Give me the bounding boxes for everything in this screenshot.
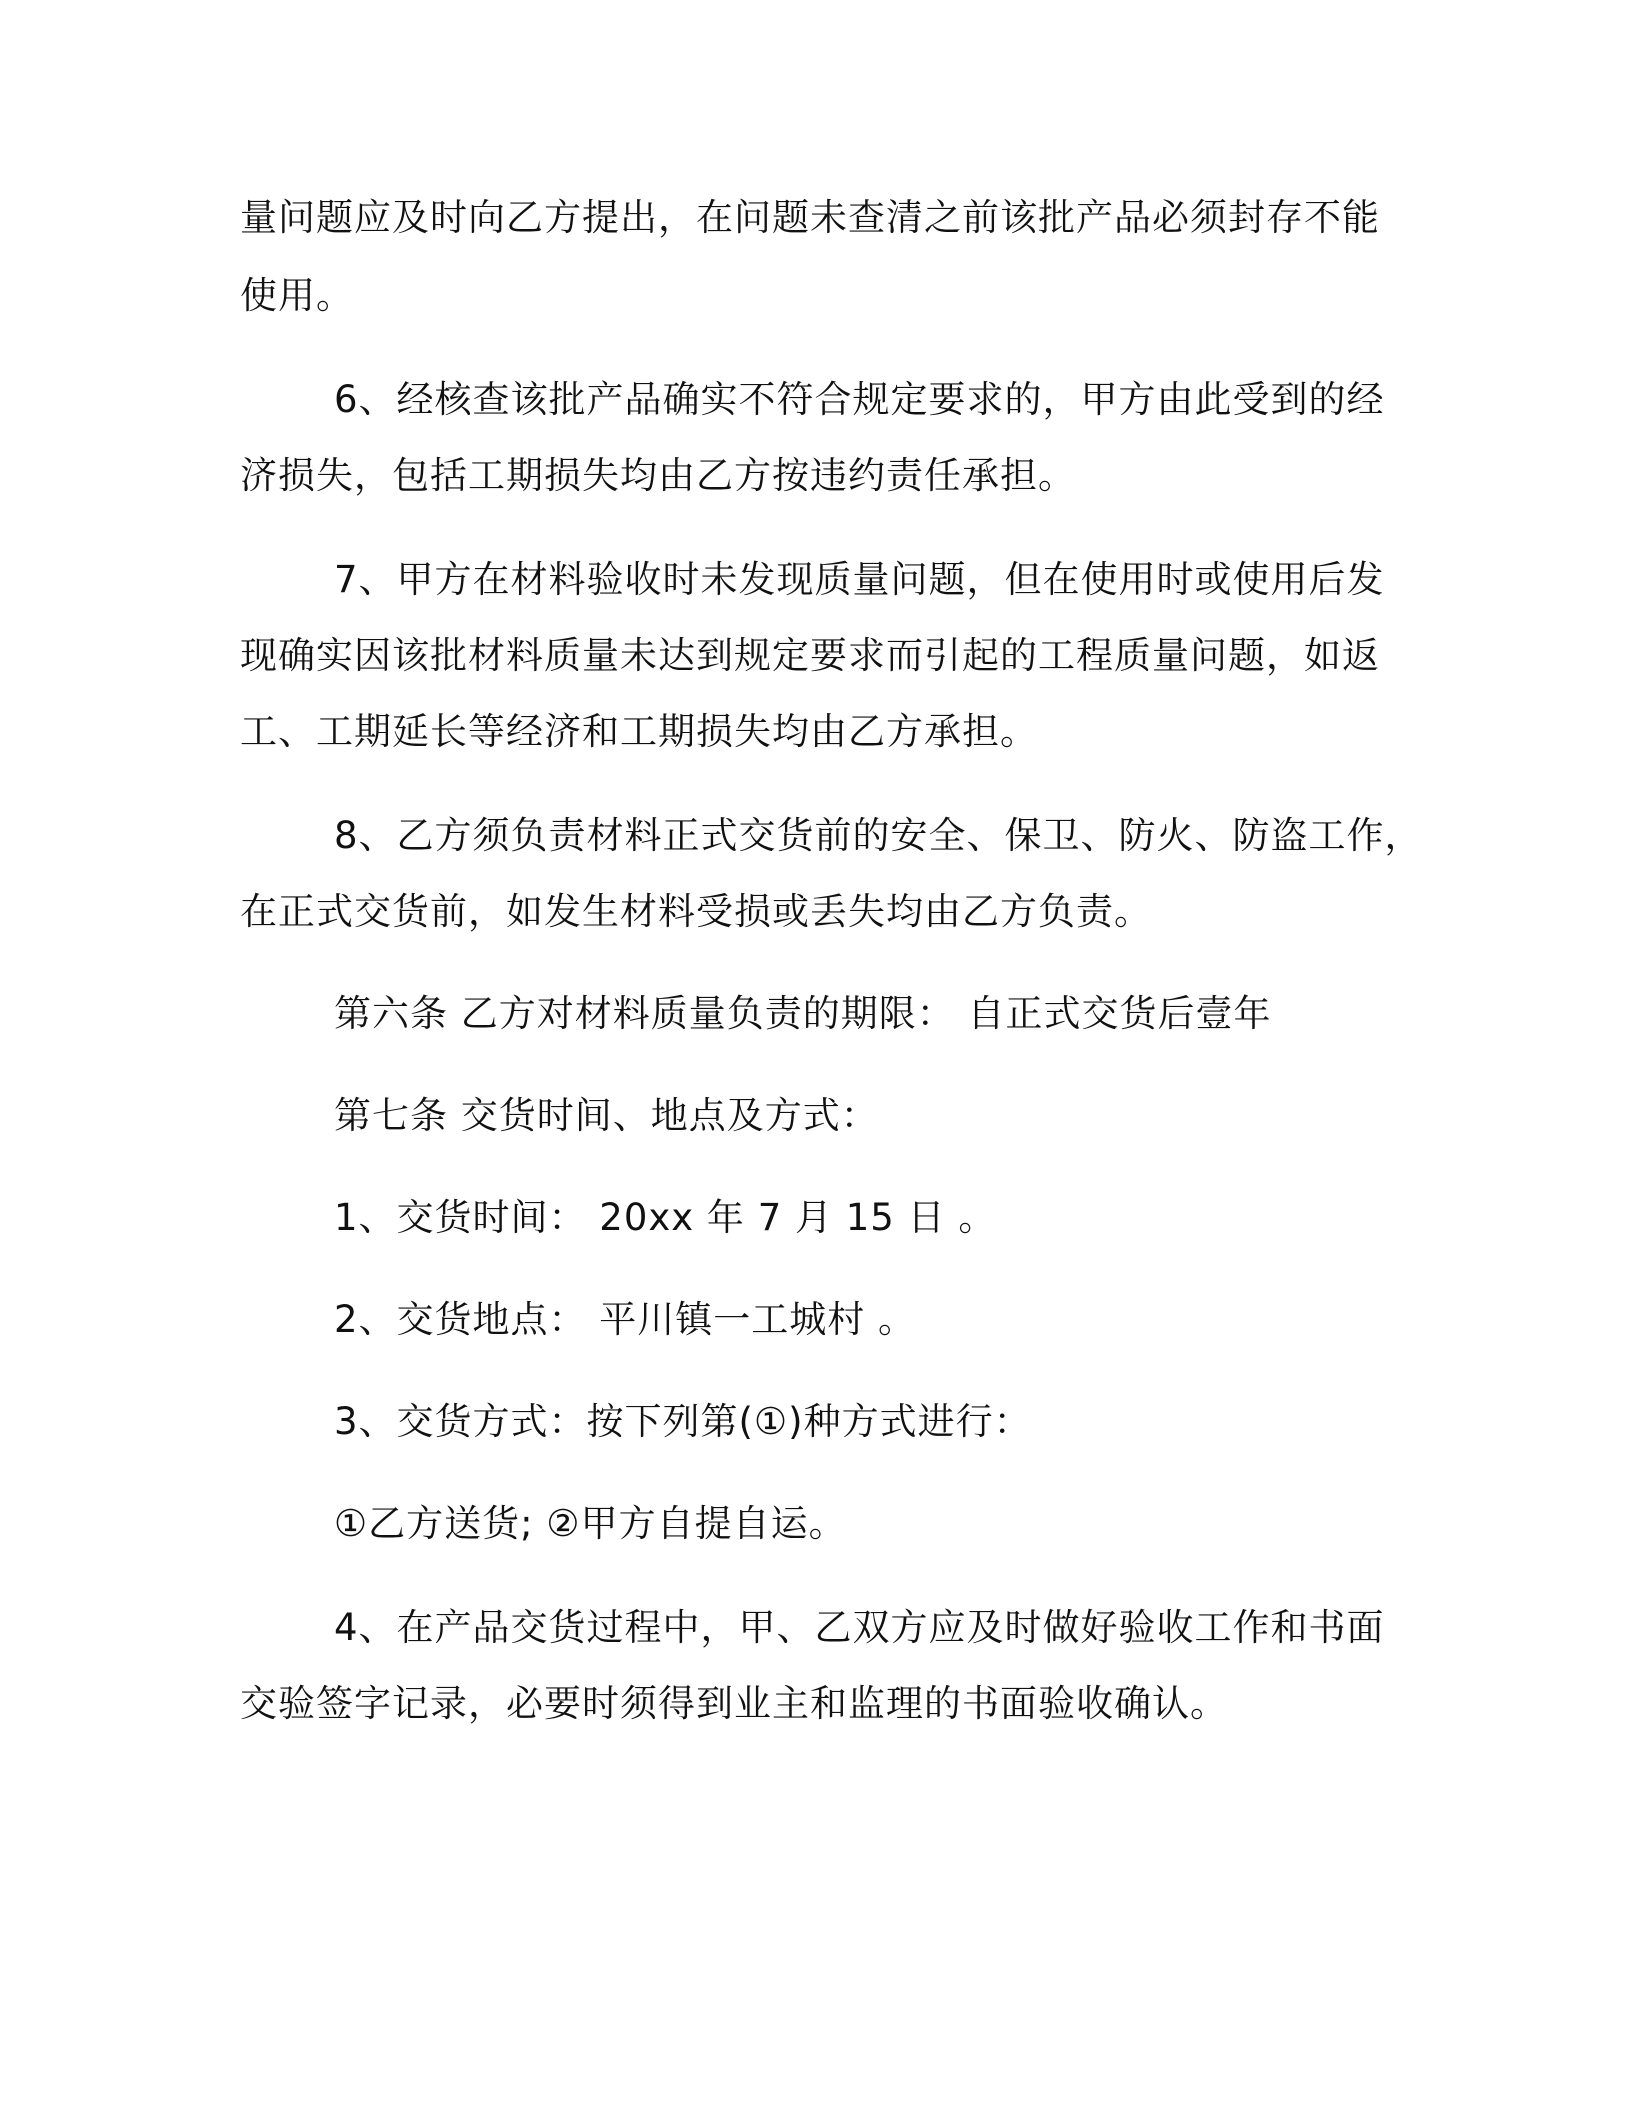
text-line: 交验签字记录，必要时须得到业主和监理的书面验收确认。	[240, 1682, 1228, 1725]
text-line: 使用。	[240, 274, 354, 317]
text-line: 7、甲方在材料验收时未发现质量问题，但在使用时或使用后发	[334, 558, 1385, 601]
text-line: 第六条 乙方对材料质量负责的期限： 自正式交货后壹年	[334, 992, 1272, 1035]
text-line: 1、交货时间： 20xx 年 7 月 15 日 。	[334, 1196, 997, 1239]
text-line: 2、交货地点： 平川镇一工城村 。	[334, 1298, 917, 1341]
text-line: 济损失，包括工期损失均由乙方按违约责任承担。	[240, 454, 1076, 497]
text-line: 8、乙方须负责材料正式交货前的安全、保卫、防火、防盗工作，	[334, 814, 1423, 857]
text-line: 现确实因该批材料质量未达到规定要求而引起的工程质量问题，如返	[240, 634, 1380, 677]
text-line: 4、在产品交货过程中，甲、乙双方应及时做好验收工作和书面	[334, 1606, 1385, 1649]
text-line: ①乙方送货; ②甲方自提自运。	[334, 1502, 847, 1545]
text-line: 工、工期延长等经济和工期损失均由乙方承担。	[240, 710, 1038, 753]
text-line: 量问题应及时向乙方提出，在问题未查清之前该批产品必须封存不能	[240, 196, 1380, 239]
text-line: 在正式交货前，如发生材料受损或丢失均由乙方负责。	[240, 890, 1152, 933]
text-line: 第七条 交货时间、地点及方式：	[334, 1094, 879, 1137]
text-line: 6、经核查该批产品确实不符合规定要求的，甲方由此受到的经	[334, 378, 1385, 421]
text-line: 3、交货方式：按下列第(①)种方式进行：	[334, 1400, 1032, 1443]
